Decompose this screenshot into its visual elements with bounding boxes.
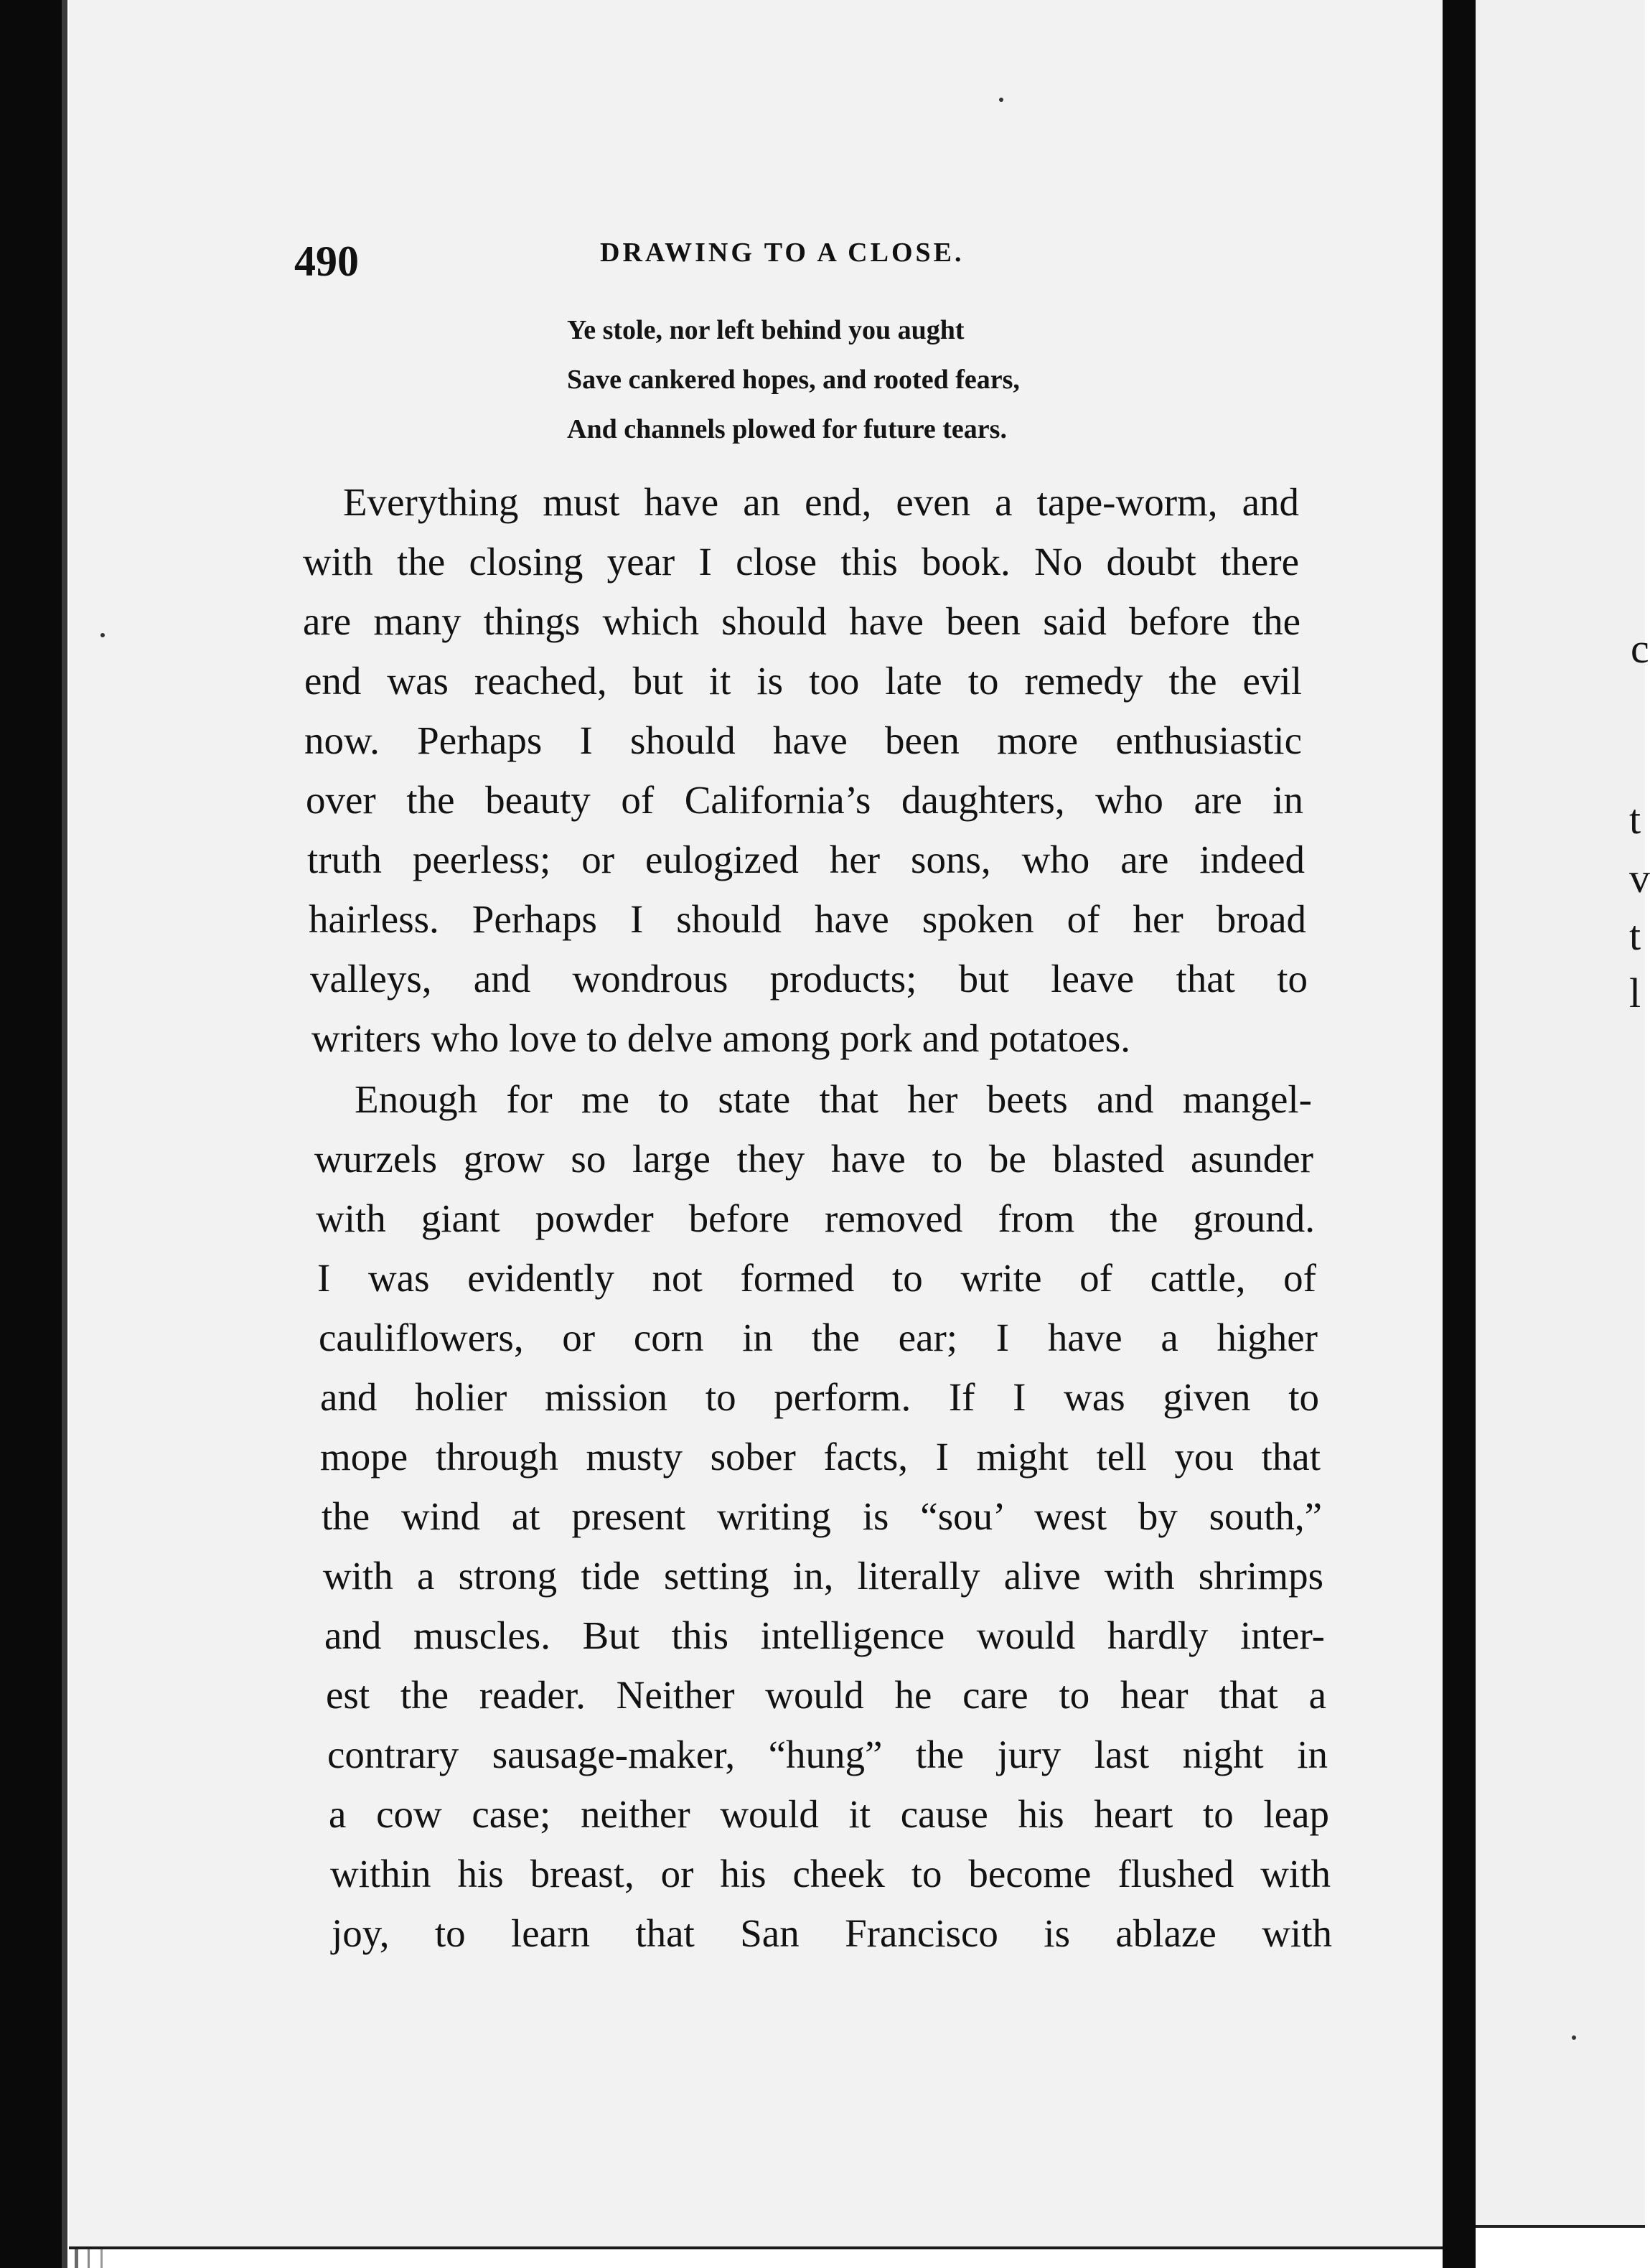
- body-text-line: and muscles. But this intelligence would hardly inter-: [324, 1613, 1325, 1657]
- verse-line: Ye stole, nor left behind you aught: [567, 315, 965, 345]
- body-text-line: end was reached, but it is too late to remedy the evil: [304, 659, 1302, 703]
- body-text-line: I was evidently not formed to write of cattle, of: [317, 1256, 1316, 1300]
- body-text-line: joy, to learn that San Francisco is ablaze with: [332, 1911, 1332, 1955]
- book-spine: [1443, 0, 1476, 2268]
- page-number: 490: [294, 238, 359, 285]
- body-text-line: are many things which should have been said before the: [303, 599, 1300, 643]
- body-text-line: est the reader. Neither would he care to hear that a: [326, 1673, 1326, 1717]
- body-text-line: within his breast, or his cheek to become flushed with: [330, 1852, 1331, 1896]
- next-page-letter: v: [1629, 855, 1650, 901]
- body-text-line: a cow case; neither would it cause his heart to leap: [329, 1792, 1329, 1836]
- scan-speck: [1572, 2035, 1576, 2040]
- next-page-letter: t: [1629, 796, 1641, 843]
- body-text-line: valleys, and wondrous products; but leave that to: [310, 957, 1308, 1001]
- body-text-line: with a strong tide setting in, literally alive with shrimps: [323, 1554, 1323, 1598]
- scan-speck: [999, 98, 1003, 102]
- body-text-line: the wind at present writing is “sou’ west by south,”: [322, 1494, 1322, 1538]
- next-page-letter: t: [1629, 912, 1641, 959]
- scan-speck: [100, 633, 105, 637]
- body-text-line: hairless. Perhaps I should have spoken of her broad: [309, 897, 1306, 941]
- body-text-line: over the beauty of California’s daughters, who are in: [306, 778, 1303, 822]
- body-text-line: wurzels grow so large they have to be blasted asunder: [314, 1137, 1313, 1181]
- body-text-line: truth peerless; or eulogized her sons, who are indeed: [307, 838, 1305, 881]
- body-text-line: writers who love to delve among pork and potatoes.: [311, 1016, 1130, 1060]
- body-text-line: Everything must have an end, even a tape-worm, and: [343, 480, 1299, 524]
- body-text-line: now. Perhaps I should have been more enthusiastic: [304, 718, 1302, 762]
- verse-line: And channels plowed for future tears.: [567, 414, 1007, 444]
- body-text-line: Enough for me to state that her beets and mangel-: [355, 1077, 1312, 1121]
- body-text-line: cauliflowers, or corn in the ear; I have a higher: [319, 1316, 1318, 1359]
- scan-background-left: [0, 0, 65, 2268]
- verse-line: Save cankered hopes, and rooted fears,: [567, 365, 1020, 395]
- body-text-line: mope through musty sober facts, I might tell you that: [320, 1435, 1321, 1479]
- body-text-line: contrary sausage-maker, “hung” the jury last night in: [327, 1733, 1328, 1776]
- body-text-line: and holier mission to perform. If I was given to: [320, 1375, 1319, 1419]
- page-edge-line: [62, 0, 67, 2268]
- body-text-line: with the closing year I close this book. No doubt there: [303, 540, 1299, 584]
- next-page-letter: l: [1629, 970, 1641, 1016]
- next-page-letter: c: [1631, 625, 1649, 672]
- body-text-line: with giant powder before removed from the ground.: [316, 1196, 1315, 1240]
- running-head: DRAWING TO A CLOSE.: [600, 238, 965, 268]
- next-page-fragment: [1476, 0, 1650, 2228]
